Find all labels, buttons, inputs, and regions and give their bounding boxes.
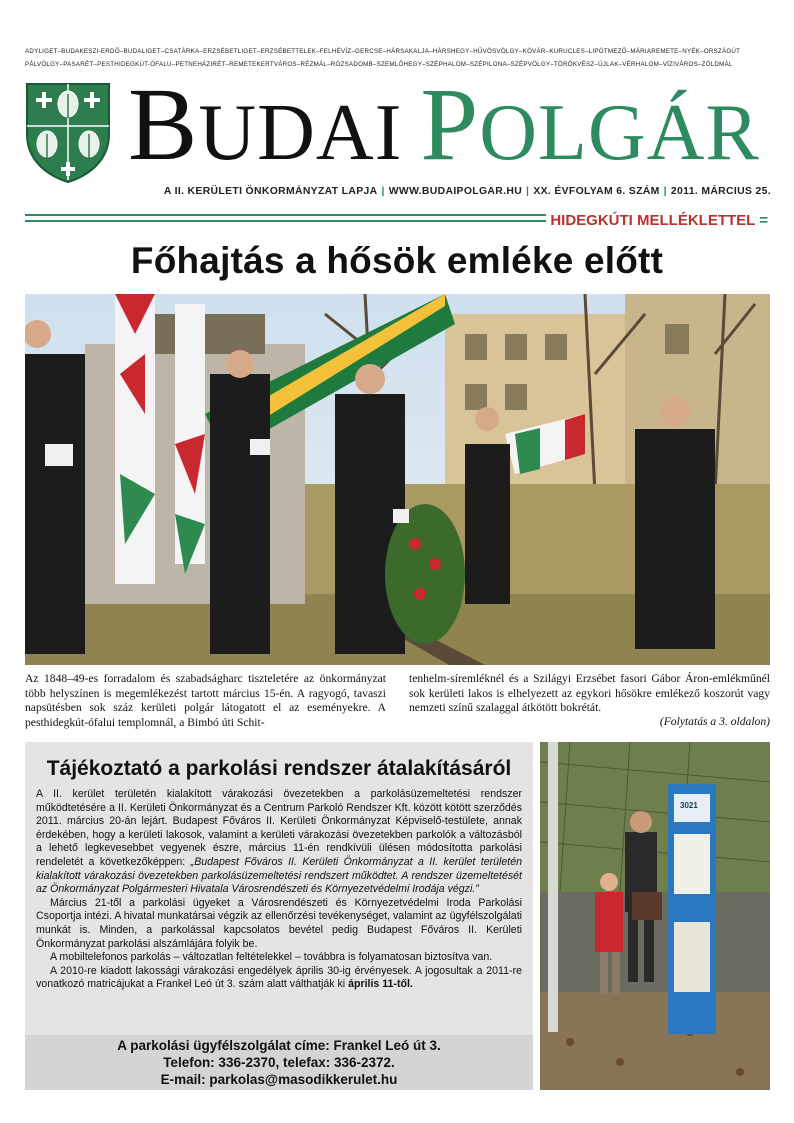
ceremony-photo — [25, 294, 770, 665]
issue-info-line: A II. KERÜLETI ÖNKORMÁNYZAT LAPJA | WWW.BUDAIPOLGAR.HU | XX. ÉVFOLYAM 6. SZÁM | 2011. MÁRCIUS 25. — [163, 186, 771, 197]
parking-title: Tájékoztató a parkolási rendszer átalakításáról — [46, 757, 512, 780]
masthead-title: BUDAI POLGÁR — [128, 67, 760, 182]
parking-email[interactable]: E-mail: parkolas@masodikkerulet.hu — [160, 1072, 398, 1087]
parking-meter-photo — [540, 742, 770, 1090]
meter-number: 3021 — [680, 801, 698, 810]
parking-body: A II. kerület területén kialakított várakozási övezetekben a parkolásüzemeltetési rendszer működtetésére a II. Kerületi Önkormányzat és a Centrum Parkoló Rendszer Kft. között kötött szerződés 2011. március 20-án lejárt. Budapest Főváros II. Kerületi Önkormányzat Képviselő-testülete, annak érdekében, hogy a kerületi lakosok, valamint a kerületi várakozási övezetekben parkolók a változásból a lehető legkevesebbet vegyenek észre, március 11-én rendkívüli ülésen módosította parkolási rendeletét a következőképpen: „Budapest Főváros II. Kerületi Önkormányzat a II. kerület területén kialakított várakozási övezetekben parkolásüzemeltetési rendszert működtet. A rendszer üzemeltetését az Önkormányzat Polgármesteri Hivatala Városrendészeti és Környezetvédelmi Irodája végzi.” Március 21-től a parkolási ügyeket a Városrendészeti és Környezetvédelmi Iroda Parkolási Csoportja intézi. A hivatal munkatársai végzik az ellenőrzési tevékenységet, valamint az ügyfélszolgálati munkát is. Minden, a parkolással kapcsolatos bevétel pedig Budapest Főváros II. Kerületi Önkormányzat parkolási alszámlájára folyik be. A mobiltelefonos parkolás – változatlan feltételekkel – továbbra is folyamatosan biztosítva van. A 2010-re kiadott lakossági várakozási engedélyek április 30-ig érvényesek. A jogosultak a 2011-re vonatkozó matricájukat a Frankel Leó út 3. szám alatt válthatják ki április 11-től. — [36, 788, 522, 991]
website-link[interactable]: WWW.BUDAIPOLGAR.HU — [388, 186, 523, 197]
district-coat-of-arms-icon — [25, 82, 111, 184]
continued-note: (Folytatás a 3. oldalon) — [659, 715, 770, 728]
district-list-line-1: ADYLIGET–BUDAKESZI-ERDŐ–BUDALIGET–CSATÁRKA–ERZSÉBETLIGET–ERZSÉBETTELEK–FELHÉVÍZ–GERCSE–HÁRSAKALJA–HÁRSHEGY–HŰVÖSVÖLGY–KÖVÁR–KURUCLES–LIPÓTMEZŐ–MÁRIAREMETE–NYÉK–ORSZÁGÚT — [25, 48, 741, 55]
article-column-1: Az 1848–49-es forradalom és szabadságharc tiszteletére az önkormányzat több helyszínen is megemlékezést tartott március 15-én. A ragyogó, tavaszi napsütésben sok száz kerületi polgár látogatott el az eseményekre. A pesthidegkút-ófalui templomnál, a Bimbó úti Schit- — [25, 672, 386, 729]
parking-address: A parkolási ügyfélszolgálat címe: Frankel Leó út 3. — [117, 1038, 441, 1053]
main-headline: Főhajtás a hősök emléke előtt — [130, 240, 664, 281]
parking-phone: Telefon: 336-2370, telefax: 336-2372. — [163, 1055, 395, 1070]
article-column-2: tenhelm-síremléknél és a Szilágyi Erzsébet fasori Gábor Áron-emlékműnél sok kerületi lakos is elhelyezett az egykori hősökre emlékező koszorút vagy nemzeti színű szalaggal átkötött bokrétát. — [409, 672, 770, 715]
supplement-banner: HIDEGKÚTI MELLÉKLETTEL = — [546, 212, 772, 229]
district-list-line-2: PÁLVÖLGY–PASARÉT–PESTHIDEGKÚT-ÓFALU–PETNEHÁZIRÉT–REMETEKERTVÁROS–RÉZMÁL–RÓZSADOMB–SZEMLŐHEGY–SZÉPHALOM–SZÉPILONA–SZÉPVÖLGY–TÖRÖKVÉSZ–ÚJLAK–VÉRHALOM–VÍZIVÁROS–ZÖLDMÁL — [25, 61, 733, 68]
